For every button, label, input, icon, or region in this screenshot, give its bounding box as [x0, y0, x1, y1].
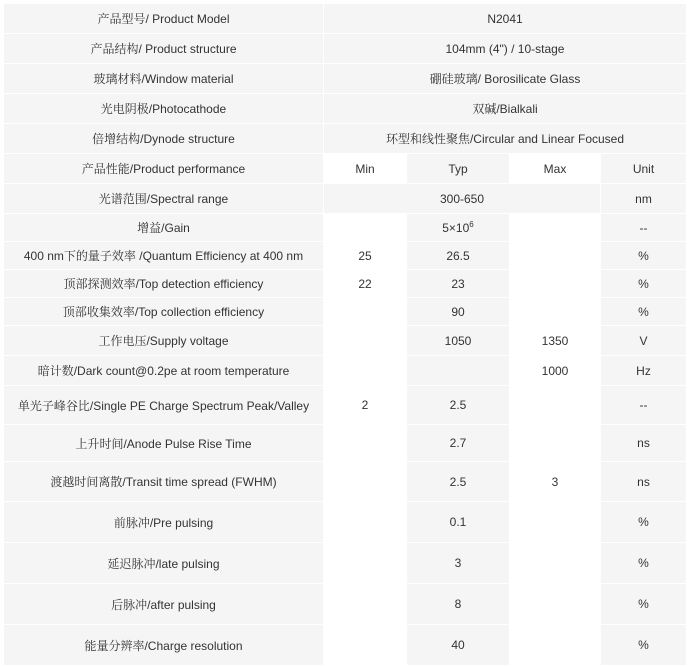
min-cell [324, 356, 407, 386]
spec-label: 顶部探测效率/Top detection efficiency [4, 270, 324, 298]
max-cell: 3 [510, 462, 601, 502]
unit-cell: ns [601, 462, 687, 502]
max-cell [510, 625, 601, 666]
spec-row [4, 64, 687, 94]
max-cell [510, 584, 601, 625]
unit-cell: % [601, 502, 687, 543]
perf-row [4, 270, 687, 298]
min-cell [324, 625, 407, 666]
spec-label: 能量分辨率/Charge resolution [4, 625, 324, 666]
typ-cell [407, 356, 510, 386]
spec-label: 400 nm下的量子效率 /Quantum Efficiency at 400 nm [4, 242, 324, 270]
perf-row [4, 462, 687, 502]
spec-value: 环型和线性聚焦/Circular and Linear Focused [324, 124, 687, 154]
perf-header-row [4, 154, 687, 184]
perf-row [4, 326, 687, 356]
typ-cell: 3 [407, 543, 510, 584]
max-cell [510, 242, 601, 270]
min-cell [324, 584, 407, 625]
spec-label: 前脉冲/Pre pulsing [4, 502, 324, 543]
perf-row [4, 425, 687, 462]
min-cell [324, 214, 407, 242]
unit-cell: V [601, 326, 687, 356]
unit-cell: % [601, 584, 687, 625]
spec-value: 双碱/Bialkali [324, 94, 687, 124]
min-cell [324, 298, 407, 326]
typ-cell: 23 [407, 270, 510, 298]
unit-cell: -- [601, 214, 687, 242]
perf-row [4, 298, 687, 326]
spec-value: 104mm (4") / 10-stage [324, 34, 687, 64]
max-cell [510, 298, 601, 326]
unit-cell: % [601, 298, 687, 326]
spec-table [3, 3, 687, 666]
col-header-min: Min [324, 154, 407, 184]
spec-row [4, 34, 687, 64]
gain-row [4, 214, 687, 242]
perf-row [4, 242, 687, 270]
typ-cell: 2.7 [407, 425, 510, 462]
spec-label: 暗计数/Dark count@0.2pe at room temperature [4, 356, 324, 386]
max-cell: 1000 [510, 356, 601, 386]
min-cell [324, 543, 407, 584]
unit-cell: ns [601, 425, 687, 462]
spec-label: 上升时间/Anode Pulse Rise Time [4, 425, 324, 462]
max-cell [510, 214, 601, 242]
min-cell [324, 326, 407, 356]
perf-body [4, 242, 687, 666]
typ-cell: 8 [407, 584, 510, 625]
typ-cell: 1050 [407, 326, 510, 356]
min-cell: 25 [324, 242, 407, 270]
perf-row [4, 584, 687, 625]
spec-label: 产品型号/ Product Model [4, 4, 324, 34]
unit-cell: -- [601, 386, 687, 425]
gain-exponent: 6 [469, 219, 474, 229]
max-cell [510, 270, 601, 298]
typ-cell: 40 [407, 625, 510, 666]
max-cell: 1350 [510, 326, 601, 356]
spec-label: 光电阴极/Photocathode [4, 94, 324, 124]
col-header-typ: Typ [407, 154, 510, 184]
perf-row [4, 502, 687, 543]
col-header-unit: Unit [601, 154, 687, 184]
min-cell [324, 425, 407, 462]
spec-label: 光谱范围/Spectral range [4, 184, 324, 214]
spec-row [4, 124, 687, 154]
unit-cell: % [601, 543, 687, 584]
max-cell [510, 502, 601, 543]
spec-label: 顶部收集效率/Top collection efficiency [4, 298, 324, 326]
min-cell [324, 462, 407, 502]
spec-row [4, 4, 687, 34]
spec-label: 单光子峰谷比/Single PE Charge Spectrum Peak/Valley [4, 386, 324, 425]
min-cell: 2 [324, 386, 407, 425]
spec-row [4, 94, 687, 124]
unit-cell: Hz [601, 356, 687, 386]
spec-value: N2041 [324, 4, 687, 34]
unit-cell: % [601, 270, 687, 298]
spectral-row [4, 184, 687, 214]
min-cell: 22 [324, 270, 407, 298]
max-cell [510, 543, 601, 584]
gain-value [407, 214, 510, 242]
perf-header-label: 产品性能/Product performance [4, 154, 324, 184]
perf-row [4, 543, 687, 584]
spec-label: 增益/Gain [4, 214, 324, 242]
gain-base: 5×10 [442, 220, 470, 235]
unit-cell: % [601, 625, 687, 666]
spec-value: 硼硅玻璃/ Borosilicate Glass [324, 64, 687, 94]
spectral-value: 300-650 [324, 184, 601, 214]
max-cell [510, 386, 601, 425]
spec-label: 产品结构/ Product structure [4, 34, 324, 64]
typ-cell: 2.5 [407, 386, 510, 425]
spec-label: 延迟脉冲/late pulsing [4, 543, 324, 584]
typ-cell: 2.5 [407, 462, 510, 502]
typ-cell: 0.1 [407, 502, 510, 543]
typ-cell: 26.5 [407, 242, 510, 270]
spec-label: 玻璃材料/Window material [4, 64, 324, 94]
unit-cell: nm [601, 184, 687, 214]
spec-label: 渡越时间离散/Transit time spread (FWHM) [4, 462, 324, 502]
spec-label: 工作电压/Supply voltage [4, 326, 324, 356]
spec-label: 后脉冲/after pulsing [4, 584, 324, 625]
max-cell [510, 425, 601, 462]
unit-cell: % [601, 242, 687, 270]
spec-label: 倍增结构/Dynode structure [4, 124, 324, 154]
perf-row [4, 386, 687, 425]
perf-row [4, 356, 687, 386]
col-header-max: Max [510, 154, 601, 184]
perf-row [4, 625, 687, 666]
typ-cell: 90 [407, 298, 510, 326]
min-cell [324, 502, 407, 543]
